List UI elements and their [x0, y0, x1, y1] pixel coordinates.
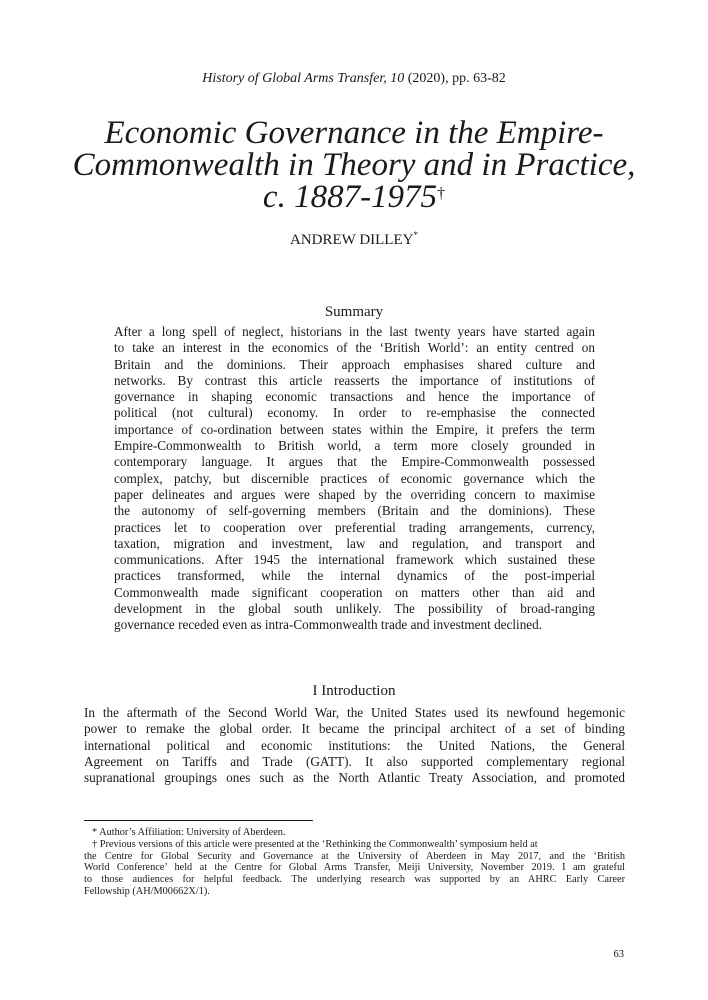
title-line: Commonwealth in Theory and in Practice,: [72, 147, 636, 183]
abstract-line: networks. By contrast this article reasserts the importance of institutions of: [114, 372, 595, 388]
title-footnote-mark[interactable]: †: [437, 185, 446, 202]
summary-abstract: [114, 324, 595, 634]
body-line: supranational groupings ones such as the North Atlantic Treaty Association, and promoted: [84, 770, 625, 786]
abstract-line: contemporary language. It argues that the Empire-Commonwealth possessed: [114, 454, 595, 470]
body-line: international political and economic institutions: the United Nations, the General: [84, 737, 625, 753]
footnote-divider: [84, 820, 313, 821]
page-number: 63: [613, 949, 624, 960]
title-line: Economic Governance in the Empire-: [104, 115, 604, 151]
body-line: In the aftermath of the Second World War, the United States used its newfound hegemonic: [84, 705, 625, 720]
body-line: Agreement on Tariffs and Trade (GATT). It also supported complementary regional: [84, 753, 625, 769]
abstract-line: governance in shaping economic transactions and hence the importance of: [114, 389, 595, 405]
introduction-body: [84, 705, 625, 786]
author-name: [0, 232, 708, 249]
title-line-final: [60, 181, 648, 213]
abstract-line: Commonwealth made significant cooperation on matters other than aid and: [114, 584, 595, 600]
footnote-line: to those audiences for helpful feedback. The underlying research was supported by an AHRC Early Career: [84, 874, 625, 886]
abstract-line: importance of co-ordination between states within the Empire, it prefers the term: [114, 421, 595, 437]
abstract-line: governance receded even as intra-Commonwealth trade and investment declined.: [114, 617, 543, 633]
abstract-line: practices let to cooperation over preferential trading arrangements, currency,: [114, 519, 595, 535]
footnotes: [84, 827, 625, 898]
article-title: [60, 117, 648, 213]
author-footnote-mark[interactable]: *: [413, 230, 418, 240]
abstract-line: to take an interest in the economics of the ‘British World’: an entity centred on: [114, 340, 595, 356]
abstract-line: paper delineates and argues were shaped by the overriding concern to maximise: [114, 486, 595, 502]
summary-heading: Summary: [324, 304, 384, 320]
abstract-line: development in the global south unlikely. The possibility of broad-ranging: [114, 601, 595, 617]
abstract-line: taxation, migration and investment, law and regulation, and transport and: [114, 535, 595, 551]
abstract-line: After a long spell of neglect, historians in the last twenty years have started again: [114, 324, 595, 339]
footnote-line: World Conference’ held at the Centre for Global Arms Transfer, Meiji University, November 2019. I am grateful: [84, 862, 625, 874]
section-heading-introduction: I Introduction: [312, 683, 396, 699]
footnote-line: Fellowship (AH/M00662X/1).: [84, 885, 210, 897]
abstract-line: Empire-Commonwealth to British world, a term more closely grounded in: [114, 438, 595, 454]
body-line: power to remake the global order. It became the principal architect of a set of binding: [84, 721, 625, 737]
footnote-affiliation: * Author’s Affiliation: University of Aberdeen.: [92, 827, 286, 838]
abstract-line: Britain and the dominions. Their approach emphasises shared culture and: [114, 356, 595, 372]
footnote-line: † Previous versions of this article were presented at the ‘Rethinking the Commonwealth’ symposium held at: [92, 838, 538, 850]
abstract-line: practices transformed, while the internal dynamics of the post-imperial: [114, 568, 595, 584]
author-text: ANDREW DILLEY: [290, 232, 414, 248]
journal-details: (2020), pp. 63-82: [404, 71, 506, 86]
footnote-line: the Centre for Global Security and Governance at the University of Aberdeen in May 2017, and the ‘British: [84, 850, 625, 862]
journal-name: History of Global Arms Transfer, 10: [202, 71, 405, 86]
journal-citation: [0, 71, 708, 87]
abstract-line: complex, patchy, but discernible practices of economic governance which the: [114, 470, 595, 486]
abstract-line: the autonomy of self-governing members (Britain and the dominions). These: [114, 503, 595, 519]
title-line: c. 1887-1975: [262, 179, 438, 215]
abstract-line: communications. After 1945 the international framework which sustained these: [114, 552, 595, 568]
abstract-line: political (not cultural) economy. In order to re-emphasise the connected: [114, 405, 595, 421]
